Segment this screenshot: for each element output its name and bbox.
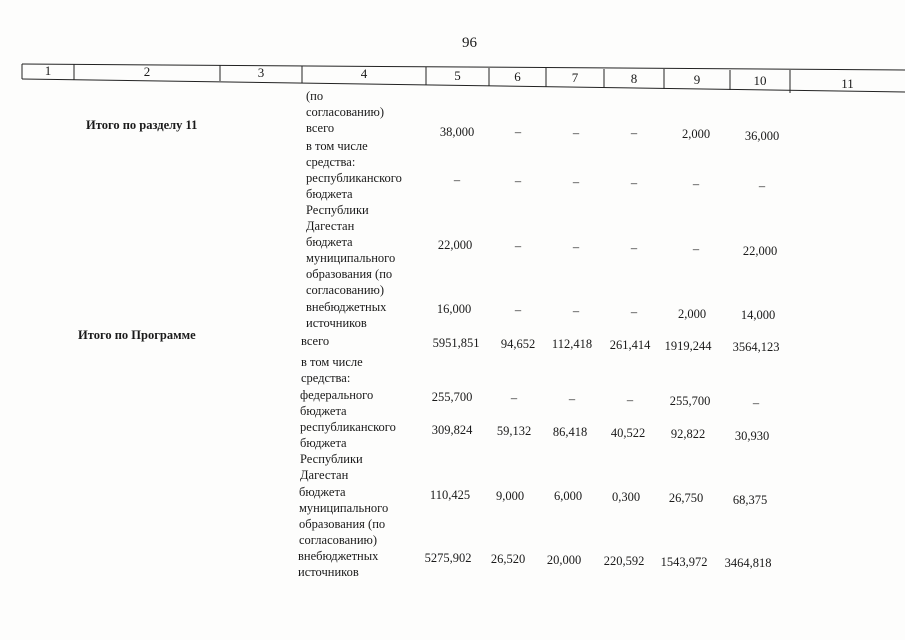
value-cell: 22,000 [437, 238, 473, 252]
row-text: федерального [300, 388, 374, 402]
row-text: бюджета [306, 187, 353, 201]
header-col-8: 8 [630, 71, 638, 86]
row-text: источников [306, 316, 367, 330]
value-cell: 1543,972 [660, 555, 708, 569]
row-text: бюджета [299, 485, 346, 499]
value-cell: 26,520 [490, 552, 526, 566]
value-cell: – [453, 173, 461, 187]
value-cell: 40,522 [610, 426, 646, 440]
value-cell: 20,000 [546, 553, 582, 567]
value-cell: 38,000 [439, 125, 475, 139]
row-text: средства: [306, 155, 356, 169]
value-cell: – [568, 392, 576, 406]
value-cell: 5275,902 [424, 551, 472, 565]
header-col-7: 7 [571, 70, 579, 85]
value-cell: – [514, 303, 522, 317]
row-text: бюджета [306, 235, 353, 249]
program-total-label: Итого по Программе [78, 328, 196, 342]
row-text: Дагестан [306, 219, 355, 233]
value-cell: – [626, 393, 634, 407]
section-total-label: Итого по разделу 11 [86, 118, 198, 132]
row-text: Республики [306, 203, 369, 217]
value-cell: 9,000 [495, 489, 525, 503]
value-cell: 3564,123 [732, 340, 780, 354]
value-cell: – [510, 391, 518, 405]
value-cell: 255,700 [431, 390, 473, 404]
value-cell: 112,418 [551, 337, 593, 351]
value-cell: 22,000 [742, 244, 778, 258]
value-cell: – [692, 242, 700, 256]
value-cell: 26,750 [668, 491, 704, 505]
value-cell: 6,000 [553, 489, 583, 503]
header-col-2: 2 [143, 64, 151, 79]
row-text: всего [306, 121, 335, 135]
row-text: согласованию) [306, 283, 385, 297]
row-text: (по [306, 89, 324, 103]
row-text: Республики [300, 452, 363, 466]
header-col-9: 9 [693, 72, 701, 87]
row-text: бюджета [300, 436, 347, 450]
header-col-10: 10 [753, 73, 767, 88]
table-header [0, 0, 905, 100]
row-text: образования (по [306, 267, 393, 281]
row-text: республиканского [306, 171, 402, 185]
row-text: источников [298, 565, 359, 579]
value-cell: 14,000 [740, 308, 776, 322]
value-cell: 0,300 [611, 490, 641, 504]
value-cell: 2,000 [677, 307, 707, 321]
value-cell: – [630, 305, 638, 319]
row-text: бюджета [300, 404, 347, 418]
value-cell: – [630, 126, 638, 140]
value-cell: – [758, 179, 766, 193]
header-col-3: 3 [257, 65, 265, 80]
row-text: республиканского [300, 420, 396, 434]
page-number: 96 [462, 35, 477, 51]
row-text: внебюджетных [306, 300, 387, 314]
row-text: средства: [301, 371, 351, 385]
value-cell: 5951,851 [432, 336, 480, 350]
value-cell: – [692, 177, 700, 191]
value-cell: – [514, 125, 522, 139]
row-text: муниципального [299, 501, 389, 515]
row-text: в том числе [306, 139, 368, 153]
value-cell: 86,418 [552, 425, 588, 439]
header-col-1: 1 [44, 63, 52, 78]
value-cell: 220,592 [603, 554, 645, 568]
value-cell: 68,375 [732, 493, 768, 507]
row-text: Дагестан [300, 468, 349, 482]
value-cell: – [572, 304, 580, 318]
value-cell: 59,132 [496, 424, 532, 438]
value-cell: – [514, 239, 522, 253]
value-cell: 309,824 [431, 423, 473, 437]
row-text: согласованию) [306, 105, 385, 119]
value-cell: 36,000 [744, 129, 780, 143]
value-cell: 1919,244 [664, 339, 712, 353]
value-cell: – [630, 241, 638, 255]
value-cell: – [572, 175, 580, 189]
row-text: всего [301, 334, 330, 348]
row-text: муниципального [306, 251, 396, 265]
row-text: согласованию) [299, 533, 378, 547]
row-text: внебюджетных [298, 549, 379, 563]
row-text: в том числе [301, 355, 363, 369]
value-cell: 2,000 [681, 127, 711, 141]
header-col-6: 6 [514, 69, 521, 84]
value-cell: – [752, 396, 760, 410]
value-cell: 94,652 [500, 337, 536, 351]
value-cell: – [630, 176, 638, 190]
value-cell: 92,822 [670, 427, 706, 441]
value-cell: 16,000 [436, 302, 472, 316]
value-cell: 110,425 [429, 488, 471, 502]
value-cell: – [572, 240, 580, 254]
header-col-5: 5 [454, 68, 461, 83]
value-cell: 3464,818 [724, 556, 772, 570]
value-cell: – [572, 126, 580, 140]
value-cell: 30,930 [734, 429, 770, 443]
header-col-4: 4 [360, 66, 368, 81]
value-cell: 261,414 [609, 338, 651, 352]
row-text: образования (по [299, 517, 386, 531]
value-cell: 255,700 [669, 394, 711, 408]
header-col-11: 11 [841, 76, 854, 91]
value-cell: – [514, 174, 522, 188]
